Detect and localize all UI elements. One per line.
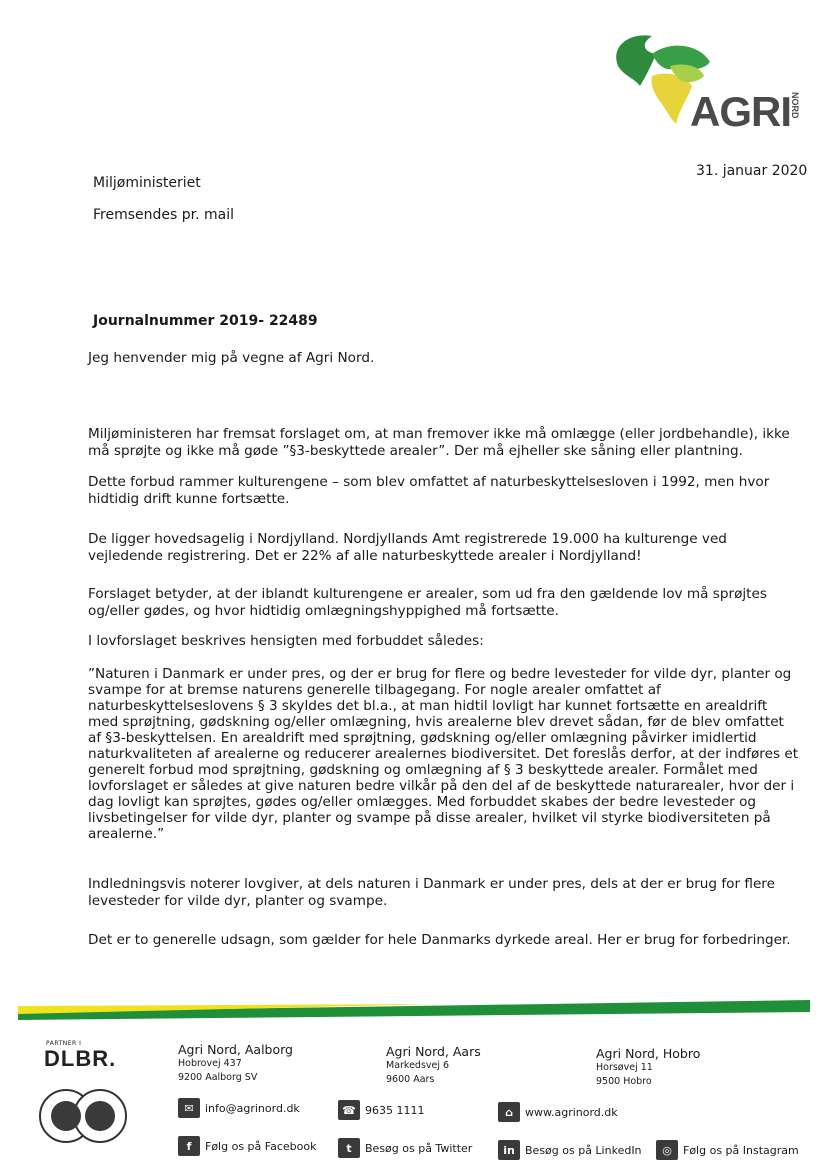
office-city: 9500 Hobro <box>596 1076 652 1087</box>
phone-number[interactable]: 9635 1111 <box>365 1103 425 1117</box>
paragraph-proposal: Miljøministeren har fremsat forslaget om, at man fremover ikke må omlægge (eller jordbehandle), ikke må sprøjte og ikke må gøde ”§3-beskyttede arealer”. Der må ejheller ske såning eller plantning. <box>88 426 790 459</box>
logo-wordmark-sub: NORD <box>790 92 800 119</box>
paragraph-conclusion: Det er to generelle udsagn, som gælder for hele Danmarks dyrkede areal. Her er brug for forbedringer. <box>88 932 791 948</box>
office-street: Horsøvej 11 <box>596 1062 653 1073</box>
footer-stripe <box>18 1000 810 1020</box>
twitter-link[interactable]: Besøg os på Twitter <box>365 1141 473 1155</box>
facebook-icon: f <box>178 1136 200 1156</box>
paragraph-purpose-intro: I lovforslaget beskrives hensigten med forbuddet således: <box>88 633 484 649</box>
web-contact[interactable] <box>498 1102 618 1122</box>
paragraph-nordjylland: De ligger hovedsagelig i Nordjylland. Nordjyllands Amt registrerede 19.000 ha kulturenge ved vejledende registrering. Det er 22% af alle naturbeskyttede arealer i Nordjylland! <box>88 531 727 564</box>
quote-block: ”Naturen i Danmark er under pres, og der er brug for flere og bedre levesteder for vilde dyr, planter og svampe for at bremse naturens generelle tilbagegang. For nogle arealer omfattet af naturbeskyttelseslovens § 3 skyldes det bl.a., at man hidtil lovligt har kunnet fortsætte en arealdrift med sprøjtning, gødskning og/eller omlægning, hvis arealerne blev drevet sådan, før de blev omfattet af §3-beskyttelsen. En arealdrift med sprøjtning, gødskning og/eller omlægning påvirker imidlertid naturkvaliteten af arealerne og reducerer arealernes biodiversitet. Det foreslås derfor, at der indføres et generelt forbud mod sprøjtning, gødskning og omlægning af § 3 beskyttede arealer. Formålet med lovforslaget er således at give naturen bedre vilkår på den del af de beskyttede naturarealer, hvor der i dag lovligt kan sprøjtes, gødes og/eller omlægges. Med forbuddet skabes der bedre levesteder og livsbetingelser for vilde dyr, planter og svampe på disse arealer, hvilket vil styrke biodiversiteten på arealerne.” <box>88 666 799 842</box>
recipient: Miljøministeriet <box>93 175 201 191</box>
logo-green-leaf <box>616 35 656 86</box>
partner-label: PARTNER I <box>46 1040 82 1047</box>
linkedin-icon: in <box>498 1140 520 1160</box>
office-aars <box>386 1044 481 1087</box>
office-street: Markedsvej 6 <box>386 1060 450 1071</box>
paragraph-intro: Jeg henvender mig på vegne af Agri Nord. <box>88 350 375 366</box>
letter-date: 31. januar 2020 <box>696 163 808 179</box>
phone-icon: ☎ <box>338 1100 360 1120</box>
instagram-icon: ◎ <box>656 1140 678 1160</box>
email-contact[interactable] <box>178 1098 300 1118</box>
office-aalborg <box>178 1042 293 1085</box>
instagram-link[interactable]: Følg os på Instagram <box>683 1143 799 1157</box>
dlbr-logo: DLBR. <box>44 1046 117 1071</box>
landbrug-foedevarer-seal <box>38 1088 132 1144</box>
email-link[interactable]: info@agrinord.dk <box>205 1101 300 1115</box>
paragraph-kulturenge: Dette forbud rammer kulturengene – som blev omfattet af naturbeskyttelsesloven i 1992, men hvor hidtidig drift kunne fortsætte. <box>88 474 770 507</box>
office-name: Agri Nord, Hobro <box>596 1046 701 1061</box>
linkedin-contact[interactable] <box>498 1140 642 1160</box>
office-hobro <box>596 1046 700 1089</box>
logo-wordmark: AGRI <box>690 88 791 135</box>
facebook-link[interactable]: Følg os på Facebook <box>205 1139 317 1153</box>
office-city: 9600 Aars <box>386 1074 435 1085</box>
office-street: Hobrovej 437 <box>178 1058 242 1069</box>
twitter-contact[interactable] <box>338 1138 472 1158</box>
phone-contact[interactable] <box>338 1100 425 1120</box>
home-icon: ⌂ <box>498 1102 520 1122</box>
instagram-contact[interactable] <box>656 1140 799 1160</box>
linkedin-link[interactable]: Besøg os på LinkedIn <box>525 1143 642 1157</box>
delivery-note: Fremsendes pr. mail <box>93 207 235 223</box>
paragraph-legislator: Indledningsvis noterer lovgiver, at dels naturen i Danmark er under pres, dels at der er brug for flere levesteder for vilde dyr, planter og svampe. <box>88 876 775 909</box>
paragraph-consequence: Forslaget betyder, at der iblandt kulturengene er arealer, som ud fra den gældende lov må sprøjtes og/eller gødes, og hvor hidtidig omlægningshyppighed må fortsætte. <box>88 586 767 619</box>
office-name: Agri Nord, Aalborg <box>178 1042 293 1057</box>
envelope-icon: ✉ <box>178 1098 200 1118</box>
web-link[interactable]: www.agrinord.dk <box>525 1105 618 1119</box>
twitter-icon: t <box>338 1138 360 1158</box>
facebook-contact[interactable] <box>178 1136 316 1156</box>
office-city: 9200 Aalborg SV <box>178 1072 258 1083</box>
journal-number: Journalnummer 2019- 22489 <box>93 313 318 329</box>
office-name: Agri Nord, Aars <box>386 1044 481 1059</box>
